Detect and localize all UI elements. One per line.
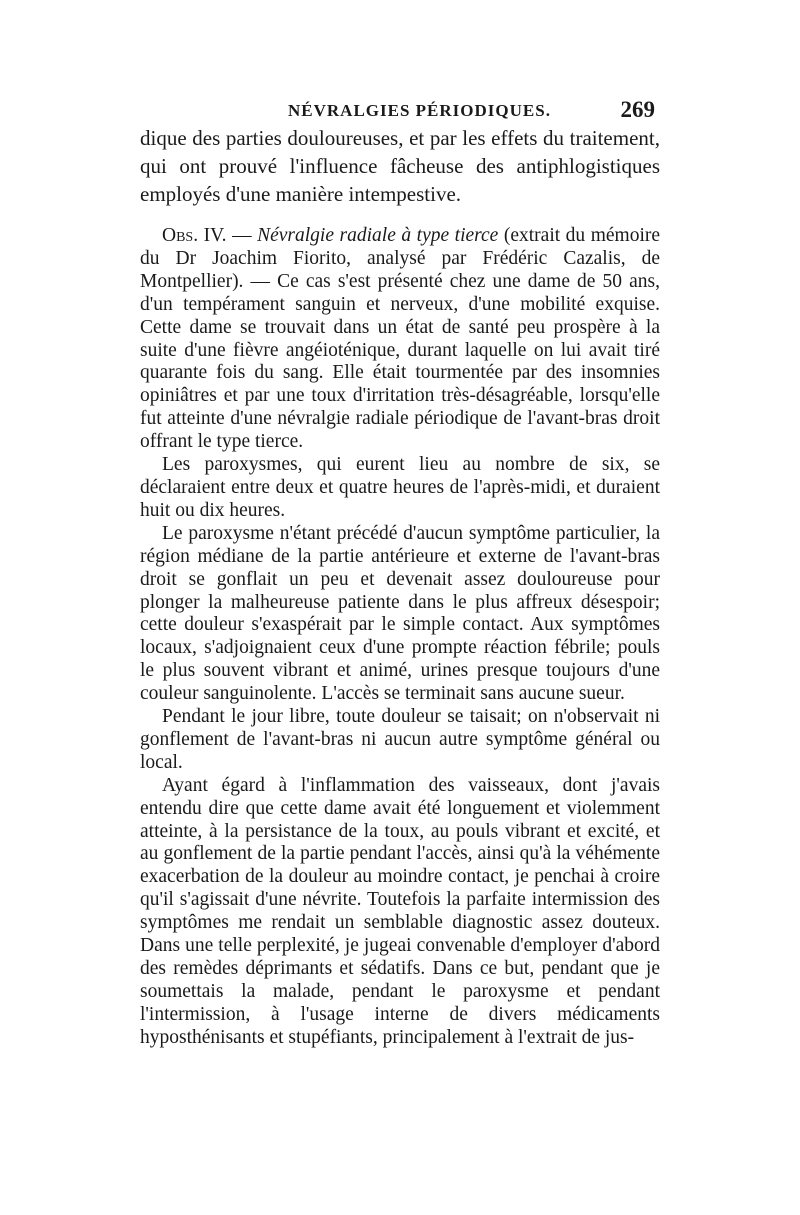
running-title: NÉVRALGIES PÉRIODIQUES.: [288, 101, 551, 120]
observation-text: (extrait du mémoire du Dr Joachim Fiorito, analysé par Frédéric Cazalis, de Montpellier). — Ce cas s'est présenté chez une dame de 50 ans, d'un tempérament sanguin et nerveux, d'une mobilité exquise. Cette dame se trouvait dans un état de santé peu prospère à la suite d'une fièvre angéioténique, durant laquelle on lui avait tiré quarante fois du sang. Elle était tourmentée par des insomnies opiniâtres et par une toux d'irritation très-désagréable, lorsqu'elle fut atteinte d'une névralgie radiale périodique de l'avant-bras droit offrant le type tierce.: [140, 225, 661, 453]
intro-paragraph: dique des parties douloureuses, et par les effets du traitement, qui ont prouvé l'influence fâcheuse des antiphlogistiques employés d'une manière intempestive.: [140, 126, 660, 206]
paragraph-traitement: Ayant égard à l'inflammation des vaisseaux, dont j'avais entendu dire que cette dame avait été longuement et violemment atteinte, à la persistance de la toux, au pouls vibrant et excité, et au gonflement de la partie pendant l'accès, ainsi qu'à la véhémente exacerbation de la douleur au moindre contact, je penchai à croire qu'il s'agissait d'une névrite. Toutefois la parfaite intermission des symptômes me rendait un semblable diagnostic assez douteux. Dans une telle perplexité, je jugeai convenable d'employer d'abord des remèdes déprimants et sédatifs. Dans ce but, pendant que je soumettais la malade, pendant le paroxysme et pendant l'intermission, à l'usage interne de divers médicaments hyposthénisants et stupéfiants, principalement à l'extrait de jus-: [140, 774, 660, 1048]
body-text: [140, 124, 660, 1050]
observation-dash: —: [232, 225, 252, 246]
paragraph-jour-libre: Pendant le jour libre, toute douleur se taisait; on n'observait ni gonflement de l'avant-bras ni aucun autre symptôme général ou local.: [140, 706, 660, 773]
paragraph-symptomes: Le paroxysme n'étant précédé d'aucun symptôme particulier, la région médiane de la partie antérieure et externe de l'avant-bras droit se gonflait un peu et devenait assez douloureuse pour plonger la malheureuse patiente dans le plus affreux désespoir; cette douleur s'exaspérait par le simple contact. Aux symptômes locaux, s'adjoignaient ceux d'une prompte réaction fébrile; pouls le plus souvent vibrant et animé, urines presque toujours d'une couleur sanguinolente. L'accès se terminait sans aucune sueur.: [140, 522, 660, 705]
page-number: 269: [620, 97, 655, 122]
paragraph-paroxysmes: Les paroxysmes, qui eurent lieu au nombre de six, se déclaraient entre deux et quatre heures de l'après-midi, et duraient huit ou dix heures.: [140, 454, 660, 521]
observation-title: Névralgie radiale à type tierce: [257, 225, 499, 246]
page-header: [140, 97, 655, 127]
observation-paragraph: [140, 225, 660, 454]
observation-label: Obs. IV.: [162, 225, 227, 246]
